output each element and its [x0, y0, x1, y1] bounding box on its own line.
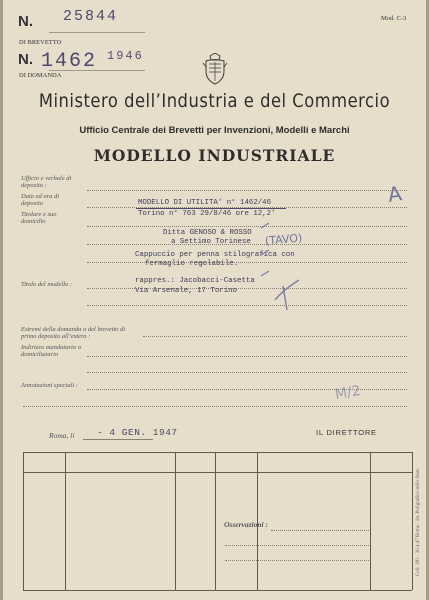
typed-line-6: fermaglio regolabile.: [145, 260, 239, 268]
typed-line-2: Torino n° 763 29/8/46 ore 12,2': [138, 210, 276, 218]
typed-line-1: MODELLO DI UTILITA' n° 1462/46: [138, 199, 272, 207]
di-domanda-label: DI DOMANDA: [19, 72, 62, 79]
di-brevetto-label: DI BREVETTO: [19, 39, 62, 46]
office-subtitle: Ufficio Centrale dei Brevetti per Invenzioni, Modelli e Marchi: [79, 125, 350, 136]
handwritten-torino-note: (TAVO): [264, 231, 303, 248]
printer-note: Coll. 381 · 30 4 47 Roma · Ist. Poligrafico dello Stato: [416, 468, 421, 576]
annotazioni-label: Annotazioni speciali :: [21, 382, 79, 389]
ufficio-verbale-label: Ufficio e verbale di deposito :: [21, 175, 72, 189]
domanda-year: 1946: [107, 49, 144, 63]
typed-line-5: Cappuccio per penna stilografica con: [135, 251, 295, 259]
n-label: N.: [18, 13, 33, 30]
typed-line-3: Ditta GENOSO & ROSSO: [163, 229, 252, 237]
domanda-prefix: N.: [18, 51, 33, 68]
typed-line-4: a Settimo Torinese: [171, 238, 251, 246]
typed-line-7: rappres.: Jacobacci-Casetta: [135, 277, 255, 285]
place-label: Roma, li: [49, 431, 75, 440]
handwritten-annotation-scribble: M/2: [333, 382, 362, 404]
director-label: IL DIRETTORE: [316, 428, 377, 437]
form-title: MODELLO INDUSTRIALE: [93, 146, 336, 165]
handwritten-letter-a: A: [386, 181, 404, 207]
coat-of-arms-emblem: [202, 53, 228, 85]
date-stamp: - 4 GEN. 1947: [97, 427, 178, 438]
osservazioni-label: Osservazioni :: [224, 520, 268, 529]
titolare-label: Titolare e suo domicilio: [21, 211, 57, 225]
estremi-label: Estremi della domanda o del brevetto di primo deposito all’estero :: [21, 326, 126, 340]
mod-code: Mod. C-3: [381, 15, 407, 22]
domanda-number: 1462: [41, 50, 98, 73]
indirizzo-label: Indirizzo mandatario o domiciliatario: [21, 344, 81, 358]
typed-line-8: Via Arsenale, 17 Torino: [135, 287, 238, 295]
titolo-modello-label: Titolo del modello :: [21, 281, 73, 288]
brevetto-number: 25844: [63, 8, 119, 25]
data-ora-label: Data ed ora di deposito: [21, 193, 60, 207]
ministry-title: Ministero dell’Industria e del Commercio: [38, 90, 391, 112]
pencil-tick-marks: [253, 220, 313, 315]
